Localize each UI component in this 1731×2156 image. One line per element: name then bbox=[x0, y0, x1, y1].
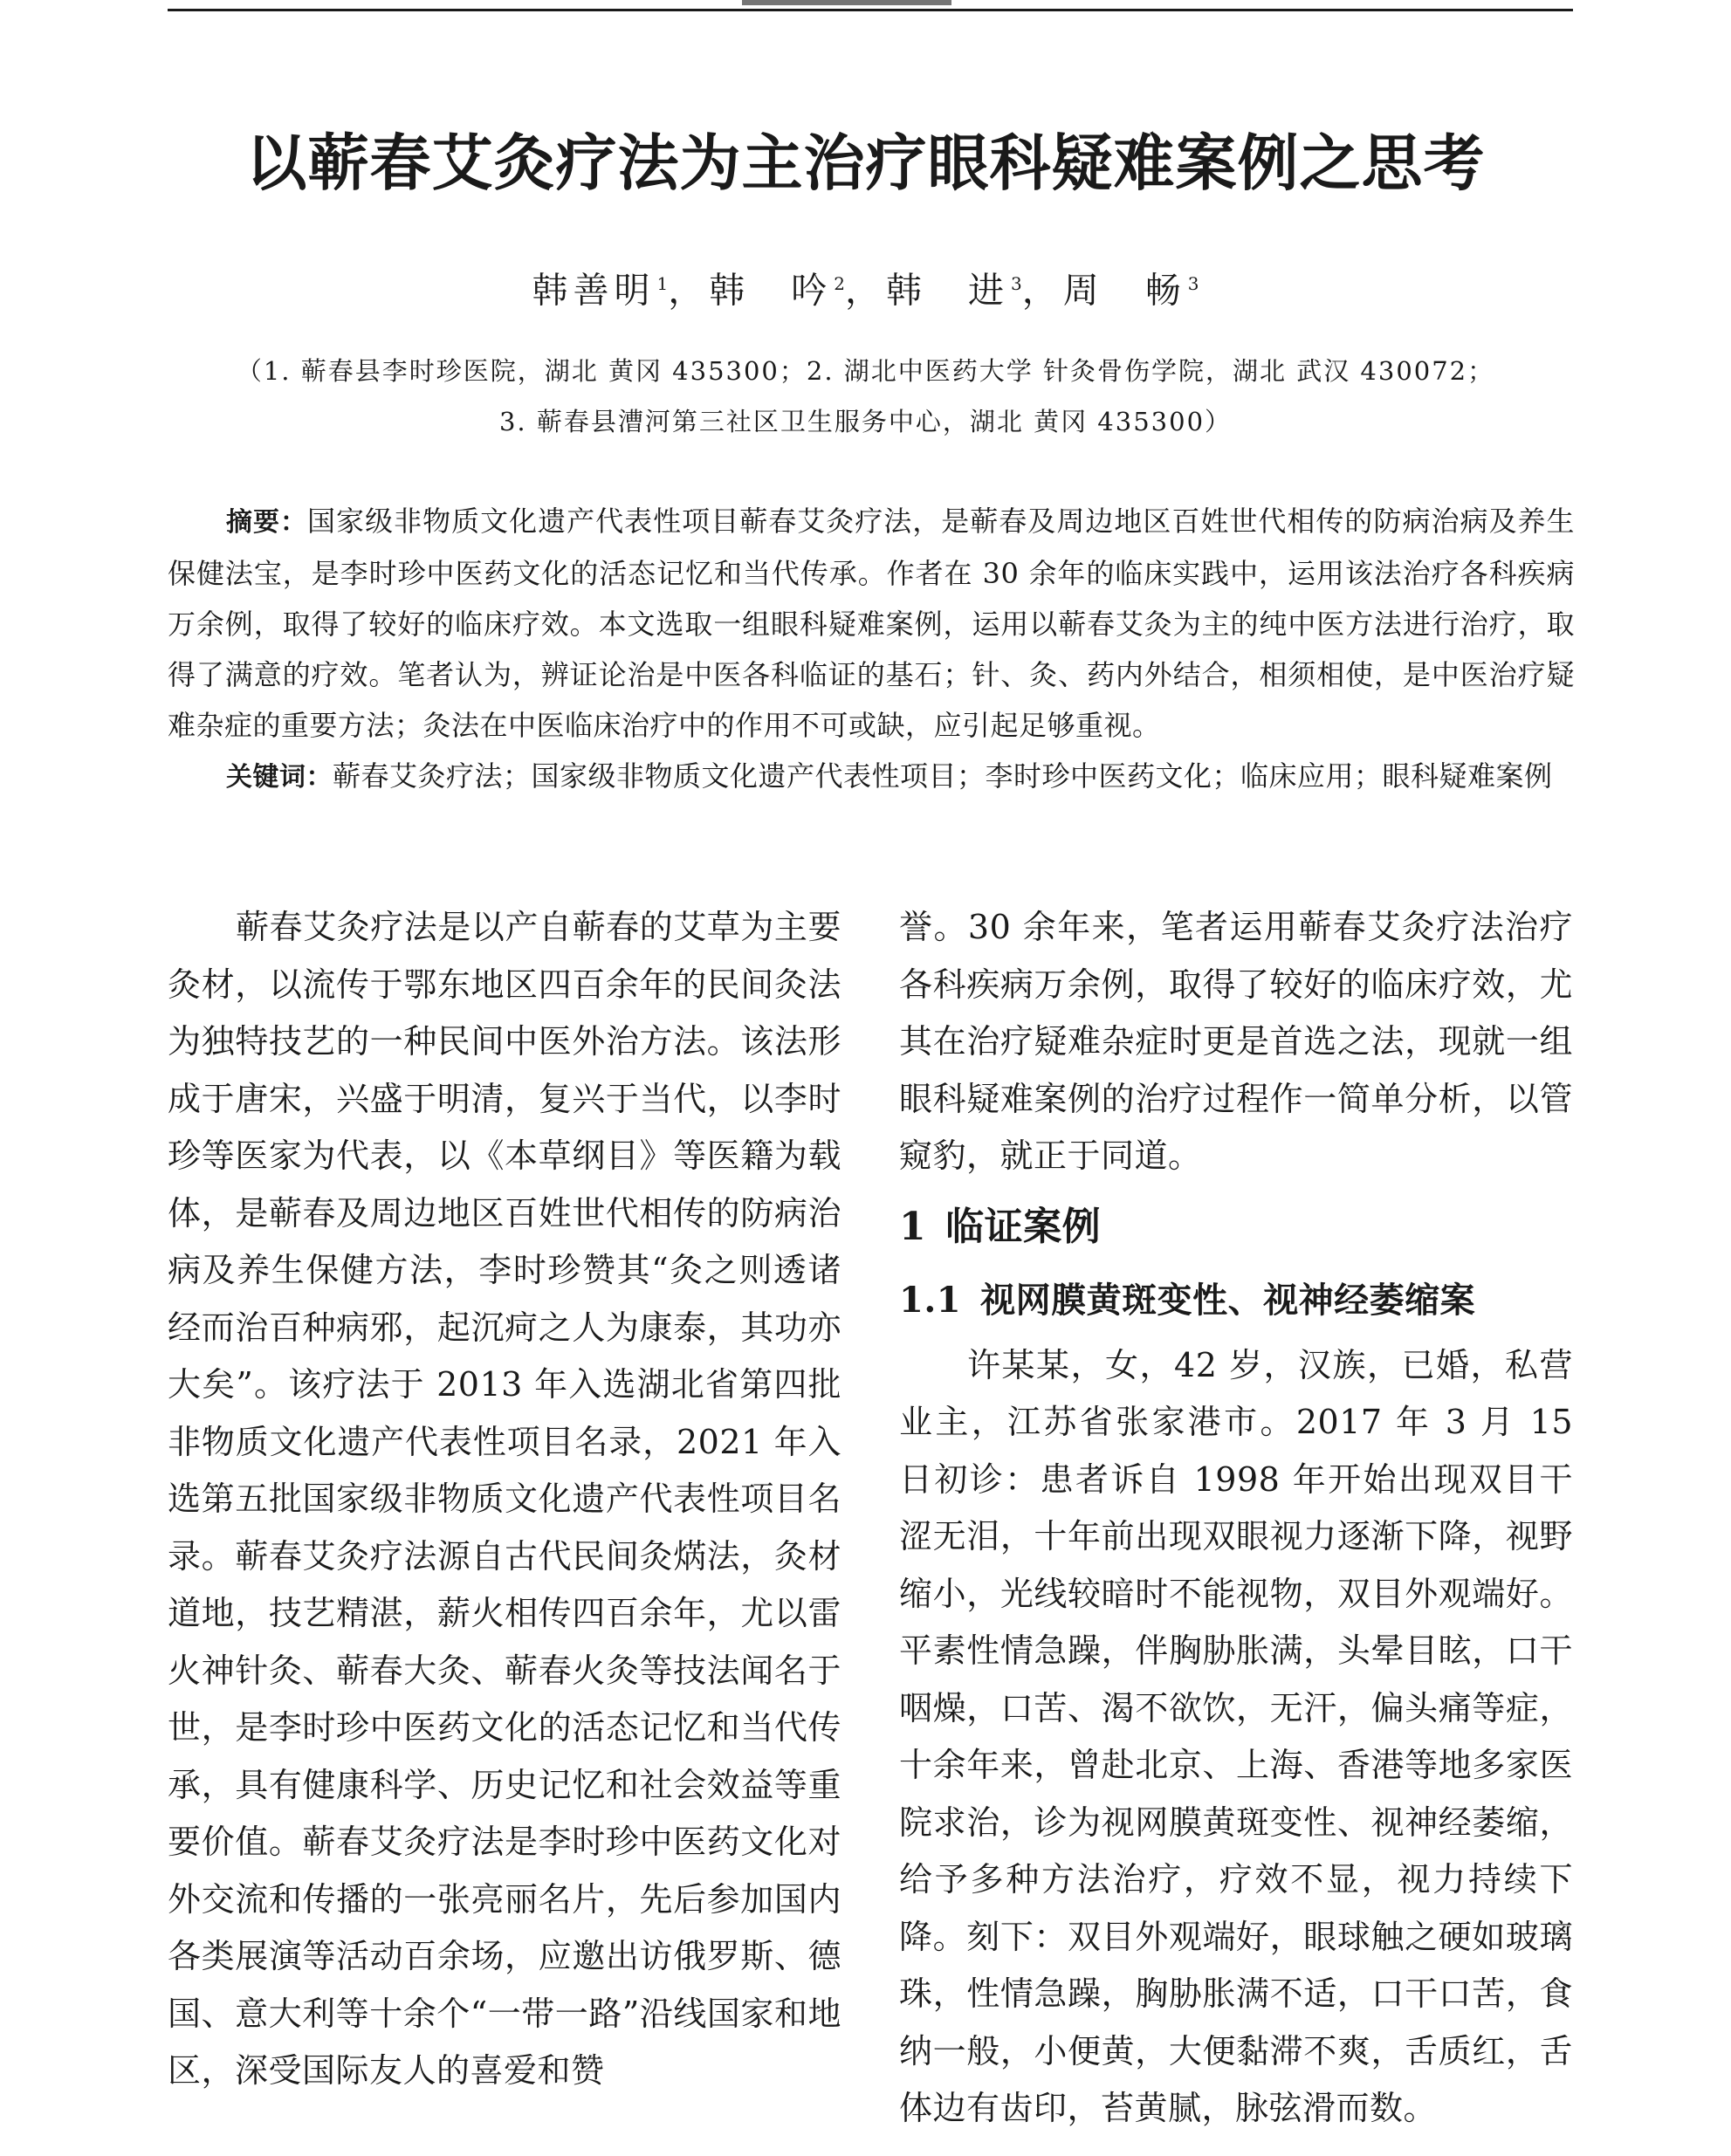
section-title: 临证案例 bbox=[945, 1204, 1102, 1249]
body-paragraph: 誉。30 余年来，笔者运用蕲春艾灸疗法治疗各科疾病万余例，取得了较好的临床疗效，尤其在治疗疑难杂症时更是首选之法，现就一组眼科疑难案例的治疗过程作一简单分析，以管窥豹，就正于同道。 bbox=[899, 908, 1573, 1175]
author-affiliation-mark: 3 bbox=[1011, 273, 1022, 294]
affiliation-line: 3. 蕲春县漕河第三社区卫生服务中心，湖北 黄冈 435300） bbox=[498, 407, 1233, 436]
header-text-fragment bbox=[742, 0, 951, 5]
author-affiliation-mark: 1 bbox=[656, 273, 669, 294]
affiliations bbox=[0, 346, 1731, 447]
abstract-text: 国家级非物质文化遗产代表性项目蕲春艾灸疗法，是蕲春及周边地区百姓世代相传的防病治病及养生保健法宝，是李时珍中医药文化的活态记忆和当代传承。作者在 30 余年的临床实践中，运用该法治疗各科疾病万余例，取得了较好的临床疗效。本文选取一组眼科疑难案例，运用以蕲春艾灸为主的纯中医方法进行治疗，取得了满意的疗效。笔者认为，辨证论治是中医各科临证的基石；针、灸、药内外结合，相须相使，是中医治疗疑难杂症的重要方法；灸法在中医临床治疗中的作用不可或缺，应引起足够重视。 bbox=[168, 505, 1576, 742]
affiliation-line: （1. 蕲春县李时珍医院，湖北 黄冈 435300；2. 湖北中医药大学 针灸骨伤学院，湖北 武汉 430072； bbox=[236, 356, 1495, 386]
body-column-left bbox=[168, 899, 841, 2100]
abstract-paragraph bbox=[168, 496, 1575, 751]
author-separator: ， bbox=[845, 269, 886, 312]
section-heading bbox=[899, 1192, 1573, 1262]
author-separator: ， bbox=[668, 269, 710, 312]
case-paragraph: 许某某，女，42 岁，汉族，已婚，私营业主，江苏省张家港市。2017 年 3 月 15 日初诊：患者诉自 1998 年开始出现双目干涩无泪，十年前出现双眼视力逐渐下降，视野缩小，光线较暗时不能视物，双目外观端好。平素性情急躁，伴胸胁胀满，头晕目眩，口干咽燥，口苦、渴不欲饮，无汗，偏头痛等症，十余年来，曾赴北京、上海、香港等地多家医院求治，诊为视网膜黄斑变性、视神经萎缩，给予多种方法治疗，疗效不显，视力持续下降。刻下：双目外观端好，眼球触之硬如玻璃珠，性情急躁，胸胁胀满不适，口干口苦，食纳一般，小便黄，大便黏滞不爽，舌质红，舌体边有齿印，苔黄腻，脉弦滑而数。 bbox=[899, 1345, 1573, 2127]
section-number: 1 bbox=[899, 1204, 927, 1249]
author-name: 韩 吟 bbox=[709, 269, 833, 312]
author-separator: ， bbox=[1021, 269, 1063, 312]
author-name: 韩善明 bbox=[532, 269, 656, 312]
keywords-text: 蕲春艾灸疗法；国家级非物质文化遗产代表性项目；李时珍中医药文化；临床应用；眼科疑难案例 bbox=[333, 759, 1553, 793]
keywords-paragraph bbox=[168, 751, 1575, 803]
paper-title: 以蕲春艾灸疗法为主治疗眼科疑难案例之思考 bbox=[245, 127, 1486, 199]
keywords-label: 关键词： bbox=[226, 762, 333, 793]
subsection-number: 1.1 bbox=[899, 1279, 962, 1321]
author-list bbox=[0, 257, 1731, 317]
author-name: 周 畅 bbox=[1062, 269, 1186, 312]
body-paragraph: 蕲春艾灸疗法是以产自蕲春的艾草为主要灸材，以流传于鄂东地区四百余年的民间灸法为独特技艺的一种民间中医外治方法。该法形成于唐宋，兴盛于明清，复兴于当代，以李时珍等医家为代表，以《本草纲目》等医籍为载体，是蕲春及周边地区百姓世代相传的防病治病及养生保健方法，李时珍赞其“灸之则透诸经而治百种病邪，起沉疴之人为康泰，其功亦大矣”。该疗法于 2013 年入选湖北省第四批非物质文化遗产代表性项目名录，2021 年入选第五批国家级非物质文化遗产代表性项目名录。蕲春艾灸疗法源自古代民间灸焫法，灸材道地，技艺精湛，薪火相传四百余年，尤以雷火神针灸、蕲春大灸、蕲春火灸等技法闻名于世，是李时珍中医药文化的活态记忆和当代传承，具有健康科学、历史记忆和社会效益等重要价值。蕲春艾灸疗法是李时珍中医药文化对外交流和传播的一张亮丽名片，先后参加国内各类展演等活动百余场，应邀出访俄罗斯、德国、意大利等十余个“一带一路”沿线国家和地区，深受国际友人的喜爱和赞 bbox=[168, 908, 841, 2090]
author-affiliation-mark: 2 bbox=[834, 273, 845, 294]
author-affiliation-mark: 3 bbox=[1187, 273, 1199, 294]
subsection-heading bbox=[899, 1267, 1573, 1334]
abstract-label: 摘要： bbox=[226, 507, 308, 538]
body-column-right bbox=[899, 899, 1573, 2138]
abstract-section bbox=[168, 496, 1575, 803]
subsection-title: 视网膜黄斑变性、视神经萎缩案 bbox=[980, 1279, 1476, 1321]
author-name: 韩 进 bbox=[886, 269, 1009, 312]
header-rule bbox=[168, 9, 1573, 11]
